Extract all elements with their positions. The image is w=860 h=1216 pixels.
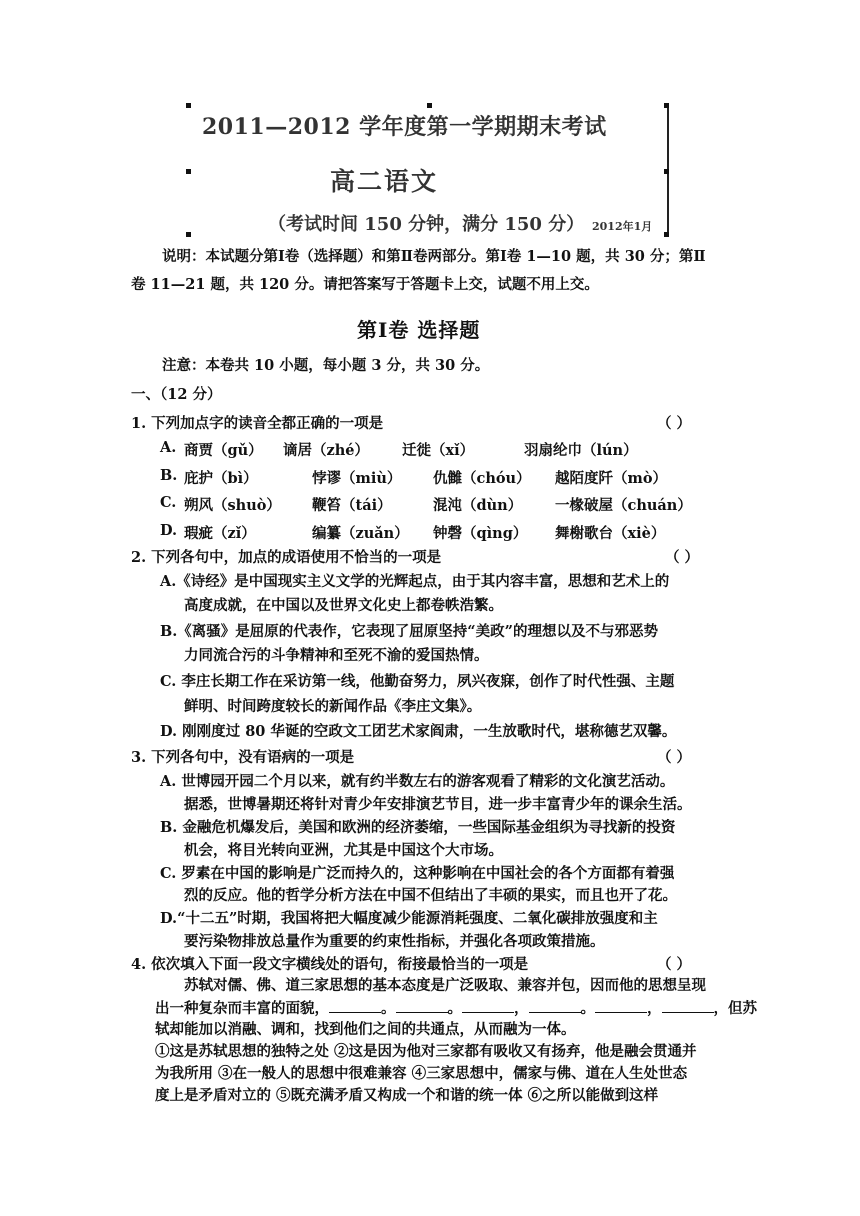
exam-date: 2012年1月 xyxy=(592,220,653,233)
q1-option-b-word-1: 庇护（bì） xyxy=(184,470,258,487)
q1-option-label: D. xyxy=(160,522,178,539)
frame-handle xyxy=(186,232,191,237)
fill-blank xyxy=(396,998,448,1013)
frame-handle xyxy=(427,103,432,108)
q1-option-b-word-2: 悖谬（miù） xyxy=(312,470,402,487)
q2-option-d-line-1: D. 刚刚度过 80 华诞的空政文工团艺术家阎肃，一生放歌时代，堪称德艺双馨。 xyxy=(160,723,677,740)
q2-answer-paren: （ ） xyxy=(665,549,700,566)
q1-answer-paren: （ ） xyxy=(657,415,692,432)
q1-option-b-word-4: 越陌度阡（mò） xyxy=(555,470,668,487)
q4-passage-line-2: 出一种复杂而丰富的面貌， 。 。 ， 。 ， ，但苏 xyxy=(155,1000,757,1017)
q1-option-d-word-4: 舞榭歌台（xiè） xyxy=(555,525,666,542)
exam-time-note: （考试时间 150 分钟，满分 150 分） xyxy=(268,214,585,235)
q3-option-c-line-2: 烈的反应。他的哲学分析方法在中国不但结出了丰硕的果实，而且也开了花。 xyxy=(184,887,677,904)
fill-blank xyxy=(529,998,581,1013)
q2-option-a-line-2: 高度成就，在中国以及世界文化史上都卷帙浩繁。 xyxy=(184,597,503,614)
q2-option-c-line-1: C. 李庄长期工作在采访第一线，他勤奋努力，夙兴夜寐，创作了时代性强、主题 xyxy=(160,673,675,690)
exam-subject-title: 高二语文 xyxy=(330,167,439,196)
q4-options-line-3: 度上是矛盾对立的 ⑤既充满矛盾又构成一个和谐的统一体 ⑥之所以能做到这样 xyxy=(155,1087,659,1104)
exam-year-title: 2011—2012 学年度第一学期期末考试 xyxy=(202,114,607,140)
q3-option-d-line-1: D.“十二五”时期，我国将把大幅度减少能源消耗强度、二氧化碳排放强度和主 xyxy=(160,910,658,927)
q1-option-label: A. xyxy=(160,439,177,456)
q3-option-a-line-2: 据悉，世博暑期还将针对青少年安排演艺节目，进一步丰富青少年的课余生活。 xyxy=(184,796,692,813)
q4-passage-text: ，但苏 xyxy=(713,1000,757,1017)
q1-option-c-word-2: 鞭笞（tái） xyxy=(312,497,392,514)
q4-options-line-2: 为我所用 ③在一般人的思想中很难兼容 ④三家思想中，儒家与佛、道在人生处世态 xyxy=(155,1065,688,1082)
q1-option-a-word-4: 羽扇纶巾（lún） xyxy=(524,442,638,459)
q1-option-c-word-3: 混沌（dùn） xyxy=(433,497,523,514)
fill-blank xyxy=(595,998,647,1013)
q1-option-label: B. xyxy=(160,467,178,484)
fill-blank xyxy=(329,998,381,1013)
section-title: 第Ⅰ卷 选择题 xyxy=(357,318,481,342)
q3-option-d-line-2: 要污染物排放总量作为重要的约束性指标，并强化各项政策措施。 xyxy=(184,933,605,950)
q1-option-a-word-3: 迁徙（xǐ） xyxy=(402,442,475,459)
q1-option-d-word-1: 瑕疵（zǐ） xyxy=(184,525,256,542)
intro-line-2: 卷 11—21 题，共 120 分。请把答案写于答题卡上交，试题不用上交。 xyxy=(131,276,599,293)
notice: 注意：本卷共 10 小题，每小题 3 分，共 30 分。 xyxy=(162,357,490,374)
q4-passage-line-3: 轼却能加以消融、调和，找到他们之间的共通点，从而融为一体。 xyxy=(155,1021,576,1038)
frame-handle xyxy=(186,103,191,108)
frame-handle xyxy=(664,232,669,237)
fill-blank xyxy=(462,998,514,1013)
fill-blank xyxy=(662,998,714,1013)
q1-option-d-word-2: 编纂（zuǎn） xyxy=(312,525,409,542)
frame-handle xyxy=(664,103,669,108)
q2-option-c-line-2: 鲜明、时间跨度较长的新闻作品《李庄文集》。 xyxy=(184,698,482,715)
q2-stem: 2. 下列各句中，加点的成语使用不恰当的一项是 xyxy=(131,549,442,566)
q4-passage-line-1: 苏轼对儒、佛、道三家思想的基本态度是广泛吸取、兼容并包，因而他的思想呈现 xyxy=(184,977,706,994)
q1-option-a-word-1: 商贾（gǔ） xyxy=(184,442,263,459)
frame-handle xyxy=(186,169,191,174)
q4-stem: 4. 依次填入下面一段文字横线处的语句，衔接最恰当的一项是 xyxy=(131,956,529,973)
q3-option-a-line-1: A. 世博园开园二个月以来，就有约半数左右的游客观看了精彩的文化演艺活动。 xyxy=(160,773,675,790)
q3-stem: 3. 下列各句中，没有语病的一项是 xyxy=(131,749,355,766)
q2-option-a-line-1: A.《诗经》是中国现实主义文学的光辉起点，由于其内容丰富，思想和艺术上的 xyxy=(160,573,670,590)
q1-option-a-word-2: 谪居（zhé） xyxy=(283,442,370,459)
q1-stem: 1. 下列加点字的读音全都正确的一项是 xyxy=(131,415,384,432)
q2-option-b-line-2: 力同流合污的斗争精神和至死不渝的爱国热情。 xyxy=(184,647,489,664)
q1-option-b-word-3: 仇雠（chóu） xyxy=(433,470,531,487)
q2-option-b-line-1: B.《离骚》是屈原的代表作，它表现了屈原坚持“美政”的理想以及不与邪恶势 xyxy=(160,623,658,640)
q1-option-c-word-4: 一椽破屋（chuán） xyxy=(555,497,692,514)
q1-option-label: C. xyxy=(160,494,177,511)
q4-answer-paren: （ ） xyxy=(657,956,692,973)
q3-option-b-line-1: B. 金融危机爆发后，美国和欧洲的经济萎缩，一些国际基金组织为寻找新的投资 xyxy=(160,819,676,836)
q1-option-d-word-3: 钟磬（qìng） xyxy=(433,525,528,542)
frame-handle xyxy=(664,169,669,174)
q3-option-b-line-2: 机会，将目光转向亚洲，尤其是中国这个大市场。 xyxy=(184,842,503,859)
q4-options-line-1: ①这是苏轼思想的独特之处 ②这是因为他对三家都有吸收又有扬弃，他是融会贯通并 xyxy=(155,1043,697,1060)
intro-line-1: 说明：本试题分第Ⅰ卷（选择题）和第Ⅱ卷两部分。第Ⅰ卷 1—10 题，共 30 分；第Ⅱ xyxy=(162,248,706,265)
q3-answer-paren: （ ） xyxy=(657,749,692,766)
q1-option-c-word-1: 朔风（shuò） xyxy=(184,497,281,514)
q3-option-c-line-1: C. 罗素在中国的影响是广泛而持久的，这种影响在中国社会的各个方面都有着强 xyxy=(160,865,675,882)
q4-passage-text: 出一种复杂而丰富的面貌， xyxy=(155,1000,329,1017)
part-one-heading: 一、（12 分） xyxy=(131,386,222,403)
